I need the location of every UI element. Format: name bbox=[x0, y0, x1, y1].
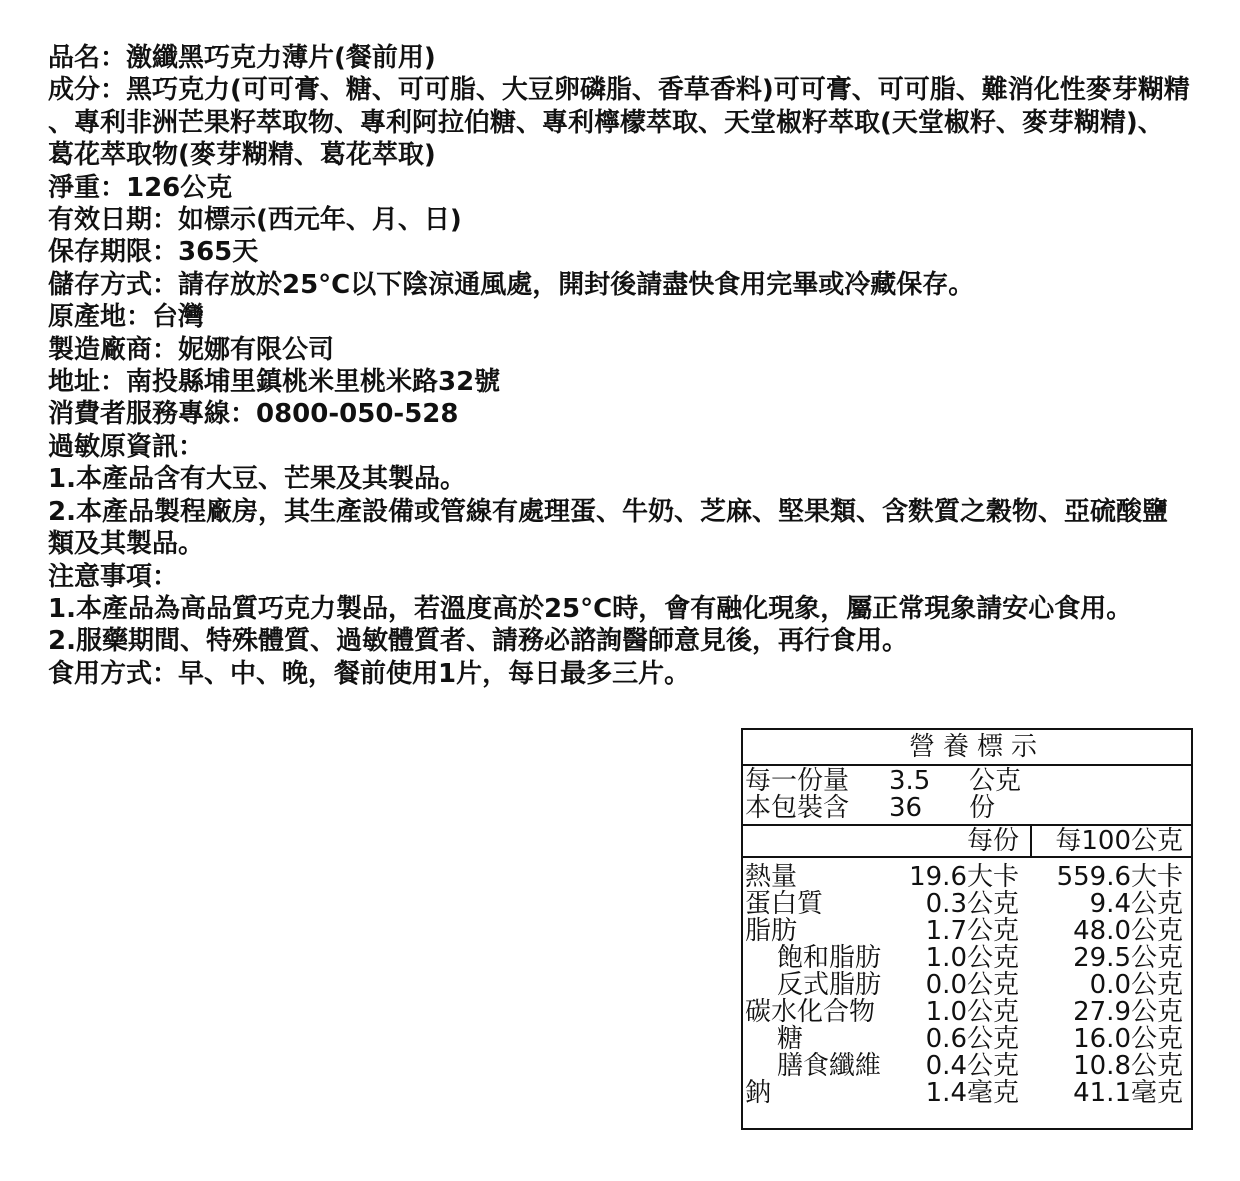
nutrition-row-protein bbox=[743, 891, 1191, 918]
net-weight-line: 淨重：126公克 bbox=[48, 172, 233, 203]
per-serving-value: 1.4毫克 bbox=[925, 1078, 1019, 1108]
nutrient-name: 碳水化合物 bbox=[745, 997, 876, 1027]
per-100g-value: 9.4公克 bbox=[1089, 889, 1183, 919]
nutrition-row-sodium bbox=[743, 1080, 1191, 1107]
nutrition-row-energy bbox=[743, 864, 1191, 891]
nutrient-name: 脂肪 bbox=[745, 916, 798, 946]
nutrition-row-carbohydrate bbox=[743, 999, 1191, 1026]
allergen-item-2: 2.本產品製程廠房，其生產設備或管線有處理蛋、牛奶、芝麻、堅果類、含麩質之穀物、亞硫酸鹽 bbox=[48, 496, 1168, 527]
per-serving-value: 0.0公克 bbox=[925, 970, 1019, 1000]
per-100g-value: 29.5公克 bbox=[1073, 943, 1183, 973]
per-100g-value: 559.6大卡 bbox=[1056, 862, 1183, 892]
per-serving-value: 19.6大卡 bbox=[909, 862, 1019, 892]
nutrient-name: 膳食纖維 bbox=[777, 1051, 882, 1081]
serving-size-row bbox=[743, 768, 1191, 795]
per-serving-value: 1.7公克 bbox=[925, 916, 1019, 946]
nutrition-row-trans-fat bbox=[743, 972, 1191, 999]
ingredients-line-2: 、專利非洲芒果籽萃取物、專利阿拉伯糖、專利檸檬萃取、天堂椒籽萃取(天堂椒籽、麥芽糊精)、 bbox=[48, 107, 1164, 138]
nutrition-column-header bbox=[743, 826, 1191, 858]
nutrient-name: 反式脂肪 bbox=[777, 970, 882, 1000]
nutrient-name: 糖 bbox=[777, 1024, 804, 1054]
address-line: 地址：南投縣埔里鎮桃米里桃米路32號 bbox=[48, 367, 501, 398]
per-100g-value: 16.0公克 bbox=[1073, 1024, 1183, 1054]
per-serving-value: 0.3公克 bbox=[925, 889, 1019, 919]
nutrition-rows bbox=[743, 858, 1191, 1107]
usage-line: 食用方式：早、中、晚，餐前使用1片，每日最多三片。 bbox=[48, 658, 691, 689]
nutrient-name: 鈉 bbox=[745, 1078, 772, 1108]
nutrient-name: 飽和脂肪 bbox=[777, 943, 882, 973]
nutrient-name: 熱量 bbox=[745, 862, 798, 892]
product-name-line: 品名：激纖黑巧克力薄片(餐前用) bbox=[48, 43, 436, 73]
col-per-100g: 每100公克 bbox=[1055, 826, 1183, 856]
serving-size-value: 3.5 bbox=[889, 766, 931, 796]
servings-unit: 份 bbox=[969, 793, 996, 823]
serving-size-unit: 公克 bbox=[969, 766, 1022, 796]
manufacturer-line: 製造廠商：妮娜有限公司 bbox=[48, 334, 335, 365]
serving-info bbox=[743, 766, 1191, 826]
notes-item-1: 1.本產品為高品質巧克力製品，若溫度高於25°C時，會有融化現象，屬正常現象請安心食用。 bbox=[48, 593, 1133, 624]
col-per-serving: 每份 bbox=[966, 826, 1019, 856]
per-100g-value: 0.0公克 bbox=[1089, 970, 1183, 1000]
allergen-item-1: 1.本產品含有大豆、芒果及其製品。 bbox=[48, 464, 466, 495]
storage-line: 儲存方式：請存放於25°C以下陰涼通風處，開封後請盡快食用完畢或冷藏保存。 bbox=[48, 269, 975, 300]
nutrient-name: 蛋白質 bbox=[745, 889, 824, 919]
service-hotline-line: 消費者服務專線：0800-050-528 bbox=[48, 399, 459, 430]
servings-value: 36 bbox=[889, 793, 923, 823]
nutrition-row-saturated-fat bbox=[743, 945, 1191, 972]
nutrition-row-dietary-fiber bbox=[743, 1053, 1191, 1080]
shelf-life-line: 保存期限：365天 bbox=[48, 237, 259, 268]
notes-heading: 注意事項： bbox=[48, 561, 179, 592]
servings-per-package-row bbox=[743, 795, 1191, 822]
servings-label: 本包裝含 bbox=[745, 793, 850, 823]
column-divider bbox=[1030, 826, 1032, 858]
allergen-item-2-cont: 類及其製品。 bbox=[48, 529, 205, 560]
per-100g-value: 41.1毫克 bbox=[1073, 1078, 1183, 1108]
per-serving-value: 1.0公克 bbox=[925, 943, 1019, 973]
expiry-date-line: 有效日期：如標示(西元年、月、日) bbox=[48, 205, 462, 236]
serving-size-label: 每一份量 bbox=[745, 766, 850, 796]
origin-line: 原產地：台灣 bbox=[48, 302, 205, 333]
nutrition-facts-table bbox=[741, 728, 1193, 1130]
product-label-text bbox=[48, 42, 1208, 690]
ingredients-line-3: 葛花萃取物(麥芽糊精、葛花萃取) bbox=[48, 140, 436, 171]
allergen-heading: 過敏原資訊： bbox=[48, 431, 205, 462]
per-serving-value: 1.0公克 bbox=[925, 997, 1019, 1027]
per-100g-value: 10.8公克 bbox=[1073, 1051, 1183, 1081]
per-serving-value: 0.4公克 bbox=[925, 1051, 1019, 1081]
ingredients-line-1: 成分：黑巧克力(可可膏、糖、可可脂、大豆卵磷脂、香草香料)可可膏、可可脂、難消化性麥芽糊精 bbox=[48, 75, 1190, 106]
per-100g-value: 27.9公克 bbox=[1073, 997, 1183, 1027]
per-serving-value: 0.6公克 bbox=[925, 1024, 1019, 1054]
nutrition-row-fat bbox=[743, 918, 1191, 945]
nutrition-title: 營養標示 bbox=[743, 730, 1191, 766]
notes-item-2: 2.服藥期間、特殊體質、過敏體質者、請務必諮詢醫師意見後，再行食用。 bbox=[48, 626, 908, 657]
per-100g-value: 48.0公克 bbox=[1073, 916, 1183, 946]
nutrition-row-sugar bbox=[743, 1026, 1191, 1053]
